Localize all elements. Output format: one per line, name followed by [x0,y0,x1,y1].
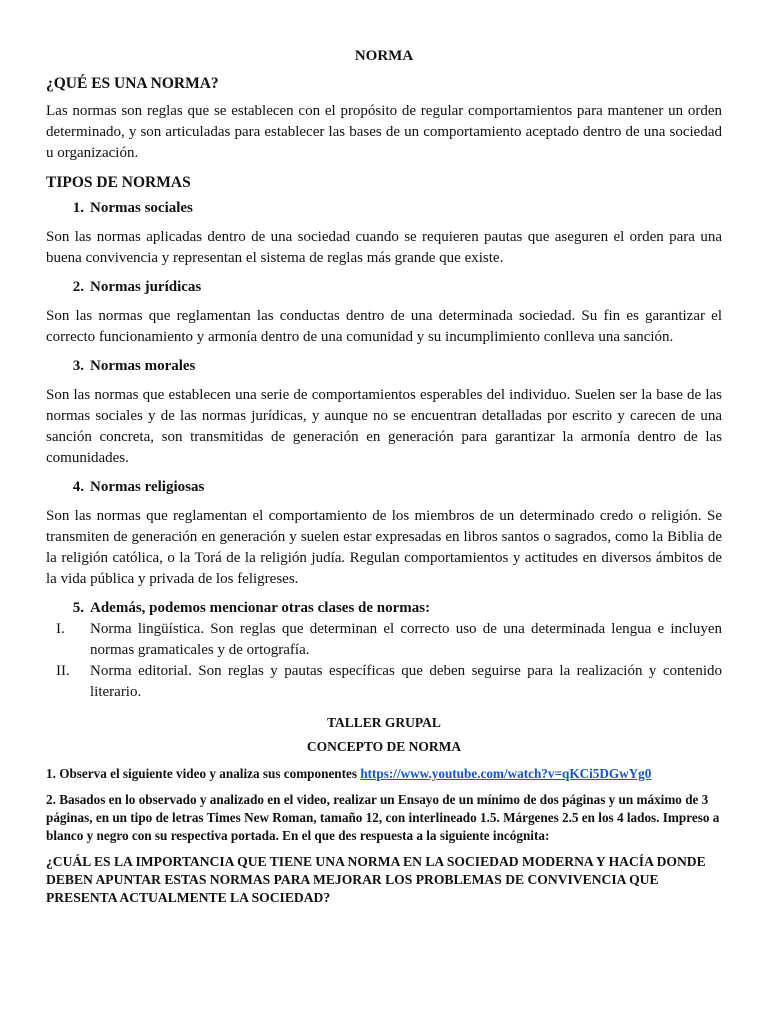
document-title: NORMA [354,48,414,64]
type-number: 5. [72,600,84,616]
type-heading-moral [46,358,722,375]
list-item-editorial [46,661,722,703]
taller-step-1 [46,765,722,783]
type-paragraph-social: Son las normas aplicadas dentro de una sociedad cuando se requieren pautas que aseguren el orden para una buena convivencia y representan el sistema de reglas más grande que existe. [46,229,722,266]
type-heading-religious [46,479,722,496]
question-heading: ¿QUÉ ES UNA NORMA? [46,75,219,92]
roman-numeral: II. [56,663,70,679]
type-title: Normas jurídicas [90,279,202,295]
type-paragraph-legal: Son las normas que reglamentan las conductas dentro de una determinada sociedad. Su fin es garantizar el correcto funcionamiento y armonía dentro de una comunidad y su incumplimiento conlleva una sanción. [46,308,722,345]
list-item-text: Norma lingüística. Son reglas que determinan el correcto uso de una determinada lengua e incluyen normas gramaticales y de ortografía. [90,621,722,658]
other-types-heading [46,600,722,617]
type-heading-legal [46,279,722,296]
list-item-linguistic [46,619,722,661]
types-heading: TIPOS DE NORMAS [46,174,191,191]
type-title: Normas religiosas [90,479,205,495]
type-number: 3. [72,358,84,374]
document-page [46,44,722,907]
taller-subtitle: CONCEPTO DE NORMA [306,739,462,754]
roman-numeral: I. [56,621,65,637]
list-item-text: Norma editorial. Son reglas y pautas específicas que deben seguirse para la realización y contenido literario. [90,663,722,700]
video-link[interactable]: https://www.youtube.com/watch?v=qKCi5DGwYg0 [360,766,652,781]
type-title: Normas sociales [90,200,193,216]
type-number: 2. [72,279,84,295]
taller-step-2: 2. Basados en lo observado y analizado en el video, realizar un Ensayo de un mínimo de dos páginas y un máximo de 3 páginas, en un tipo de letras Times New Roman, tamaño 12, con interlineado 1.5. Márgenes 2.5 en los 4 lados. Impreso a blanco y negro con su respectiva portada. En el que des respuesta a la siguiente incógnita: [46,792,720,843]
step-1-text: 1. Observa el siguiente video y analiza sus componentes [46,766,361,781]
taller-question: ¿CUÁL ES LA IMPORTANCIA QUE TIENE UNA NORMA EN LA SOCIEDAD MODERNA Y HACÍA DONDE DEBEN APUNTAR ESTAS NORMAS PARA MEJORAR LOS PROBLEMAS DE CONVIVENCIA QUE PRESENTA ACTUALMENTE LA SOCIEDAD? [46,854,706,905]
type-paragraph-religious: Son las normas que reglamentan el comportamiento de los miembros de un determinado credo o religión. Se transmiten de generación en generación y suelen estar expresadas en libros santos o sagrados, como la Biblia de la religión católica, o la Torá de la religión judía. Regulan comportamientos y actitudes en diversos ámbitos de la vida pública y privada de los feligreses. [46,508,722,587]
taller-title: TALLER GRUPAL [327,715,441,730]
type-number: 4. [72,479,84,495]
type-paragraph-moral: Son las normas que establecen una serie de comportamientos esperables del individuo. Suelen ser la base de las normas sociales y de las normas jurídicas, y aunque no se encuentran detalladas por escrito y carecen de una sanción concreta, son transmitidas de generación en generación para garantizar la armonía dentro de las comunidades. [46,387,722,466]
intro-paragraph: Las normas son reglas que se establecen con el propósito de regular comportamientos para mantener un orden determinado, y son articuladas para establecer las bases de un comportamiento aceptado dentro de una sociedad u organización. [46,103,722,161]
type-title: Además, podemos mencionar otras clases de normas: [90,600,431,616]
type-heading-social [46,200,722,217]
type-title: Normas morales [90,358,196,374]
type-number: 1. [72,200,84,216]
